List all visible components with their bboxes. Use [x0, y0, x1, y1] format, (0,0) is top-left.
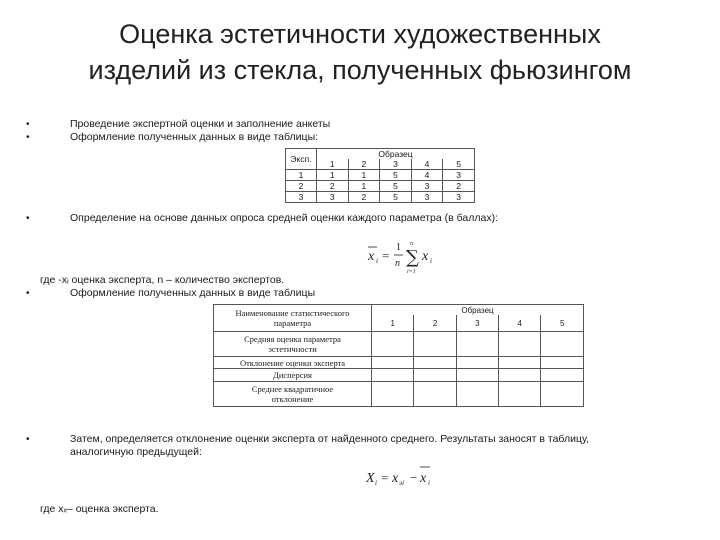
formula2-a: x: [392, 471, 399, 486]
table2-empty-cell: [499, 332, 541, 357]
note-expert-score: где xₓ– оценка эксперта.: [40, 503, 159, 515]
formula2-eq: =: [381, 470, 389, 485]
table-row: [214, 369, 584, 382]
formula1-sum-bottom: i=1: [407, 269, 416, 275]
bullet-text-5-line-1: Затем, определяется отклонение оценки эксперта от найденного среднего. Результаты заносят в таблицу,: [70, 433, 590, 445]
formula2-a-sub: эi: [399, 479, 405, 487]
table2-row-label-line-1: Средняя оценка параметра: [244, 334, 341, 344]
table2-row-label-line-1: Дисперсия: [273, 370, 312, 380]
table2-empty-cell: [414, 332, 456, 357]
bullet-marker-5: •: [26, 434, 30, 445]
table2-empty-cell: [541, 332, 584, 357]
table2-col-header: 2: [414, 315, 456, 332]
table1-cell: 5: [380, 181, 412, 192]
table2-empty-cell: [414, 357, 456, 369]
mean-score-formula: [360, 236, 440, 278]
table2-row-label-line-2: отклонение: [271, 394, 314, 404]
table1-cell: 2: [348, 192, 380, 203]
expert-scores-table: [285, 148, 475, 203]
table2-empty-cell: [414, 382, 456, 407]
formula1-lhs-sub: i: [376, 257, 378, 265]
bullet-marker-2: •: [26, 132, 30, 143]
formula1-rhs: x: [422, 249, 429, 264]
table2-header-cell: [214, 305, 372, 332]
table2-row-label: [214, 369, 372, 382]
formula1-lhs: x: [368, 249, 375, 264]
table2-col-header: 5: [541, 315, 584, 332]
table1-cell: 3: [443, 170, 475, 181]
table2-group-header: Образец: [372, 305, 584, 316]
table1-cell: 3: [443, 192, 475, 203]
table2-empty-cell: [372, 332, 414, 357]
formula1-sum-top: n: [410, 241, 413, 247]
table1-row-label: 2: [286, 181, 317, 192]
formula1-num: 1: [396, 242, 401, 253]
formula2-lhs: X: [366, 471, 375, 486]
table2-empty-cell: [372, 357, 414, 369]
statistics-table: [213, 304, 584, 407]
table2-row-label-line-1: Среднее квадратичное: [251, 384, 334, 394]
bullet-marker-4: •: [26, 288, 30, 299]
table1-cell: 1: [348, 170, 380, 181]
table1-group-header: Образец: [317, 149, 475, 160]
table1-cell: 4: [411, 170, 443, 181]
table1-cell: 1: [317, 170, 349, 181]
table1-cell: 5: [380, 170, 412, 181]
bullet-text-1: Проведение экспертной оценки и заполнение анкеты: [70, 118, 331, 130]
bullet-marker-3: •: [26, 213, 30, 224]
table2-empty-cell: [456, 382, 498, 407]
table2-empty-cell: [499, 382, 541, 407]
table2-empty-cell: [414, 369, 456, 382]
formula1-eq: =: [382, 248, 390, 263]
table2-empty-cell: [372, 369, 414, 382]
table1-cell: 3: [317, 192, 349, 203]
formula2-b: x: [420, 471, 427, 486]
bullet-marker-1: •: [26, 119, 30, 130]
table1-col-header: 1: [317, 159, 349, 170]
slide-title: [20, 16, 700, 88]
table2-row-label: [214, 382, 372, 407]
deviation-formula: [362, 462, 442, 490]
table1-row-label: 3: [286, 192, 317, 203]
table1-cell: 1: [348, 181, 380, 192]
bullet-text-3: Определение на основе данных опроса средней оценки каждого параметра (в баллах):: [70, 212, 498, 224]
table2-col-header: 4: [499, 315, 541, 332]
table-row: [286, 192, 475, 203]
table-row: [286, 181, 475, 192]
table2-empty-cell: [499, 357, 541, 369]
table2-empty-cell: [499, 369, 541, 382]
table-row: [214, 332, 584, 357]
table2-col-header: 3: [456, 315, 498, 332]
table1-cell: 3: [411, 192, 443, 203]
table1-col-header: 5: [443, 159, 475, 170]
table1-corner-cell: Эксп.: [286, 149, 317, 170]
table2-row-label-line-1: Отклонение оценки эксперта: [239, 357, 346, 368]
table2-empty-cell: [372, 382, 414, 407]
bullet-text-5: [70, 433, 700, 459]
table2-empty-cell: [456, 369, 498, 382]
formula2-minus: −: [410, 470, 418, 485]
formula1-den: n: [395, 258, 400, 269]
table2-header-line-1: Наименование статистического: [235, 308, 350, 318]
table1-col-header: 3: [380, 159, 412, 170]
bullet-text-5-line-2: аналогичную предыдущей:: [70, 446, 202, 458]
table1-col-header: 2: [348, 159, 380, 170]
table2-row-label-line-2: эстетичности: [268, 344, 317, 354]
table1-cell: 3: [411, 181, 443, 192]
table2-header-line-2: параметра: [273, 318, 312, 328]
table1-row-label: 1: [286, 170, 317, 181]
formula2-lhs-sub: i: [375, 479, 377, 487]
formula2-b-sub: i: [428, 479, 430, 487]
table1-col-header: 4: [411, 159, 443, 170]
table2-empty-cell: [541, 357, 584, 369]
table1-cell: 2: [443, 181, 475, 192]
table-row: [214, 357, 584, 369]
table-row: [286, 170, 475, 181]
table2-row-label: [214, 332, 372, 357]
table2-empty-cell: [456, 332, 498, 357]
table-row: [214, 382, 584, 407]
table1-cell: 2: [317, 181, 349, 192]
table2-row-label: [214, 357, 372, 369]
note-expert-count: где -xᵢ оценка эксперта, n – количество экспертов.: [40, 274, 285, 286]
table2-empty-cell: [456, 357, 498, 369]
table2-col-header: 1: [372, 315, 414, 332]
formula1-rhs-sub: i: [430, 257, 432, 265]
title-line-1: Оценка эстетичности художественных: [119, 19, 601, 49]
bullet-text-4: Оформление полученных данных в виде таблицы: [70, 287, 316, 299]
table2-empty-cell: [541, 369, 584, 382]
title-line-2: изделий из стекла, полученных фьюзингом: [88, 55, 632, 85]
sigma-icon: ∑: [406, 247, 419, 268]
table2-empty-cell: [541, 382, 584, 407]
table1-cell: 5: [380, 192, 412, 203]
bullet-text-2: Оформление полученных данных в виде таблицы:: [70, 131, 319, 143]
